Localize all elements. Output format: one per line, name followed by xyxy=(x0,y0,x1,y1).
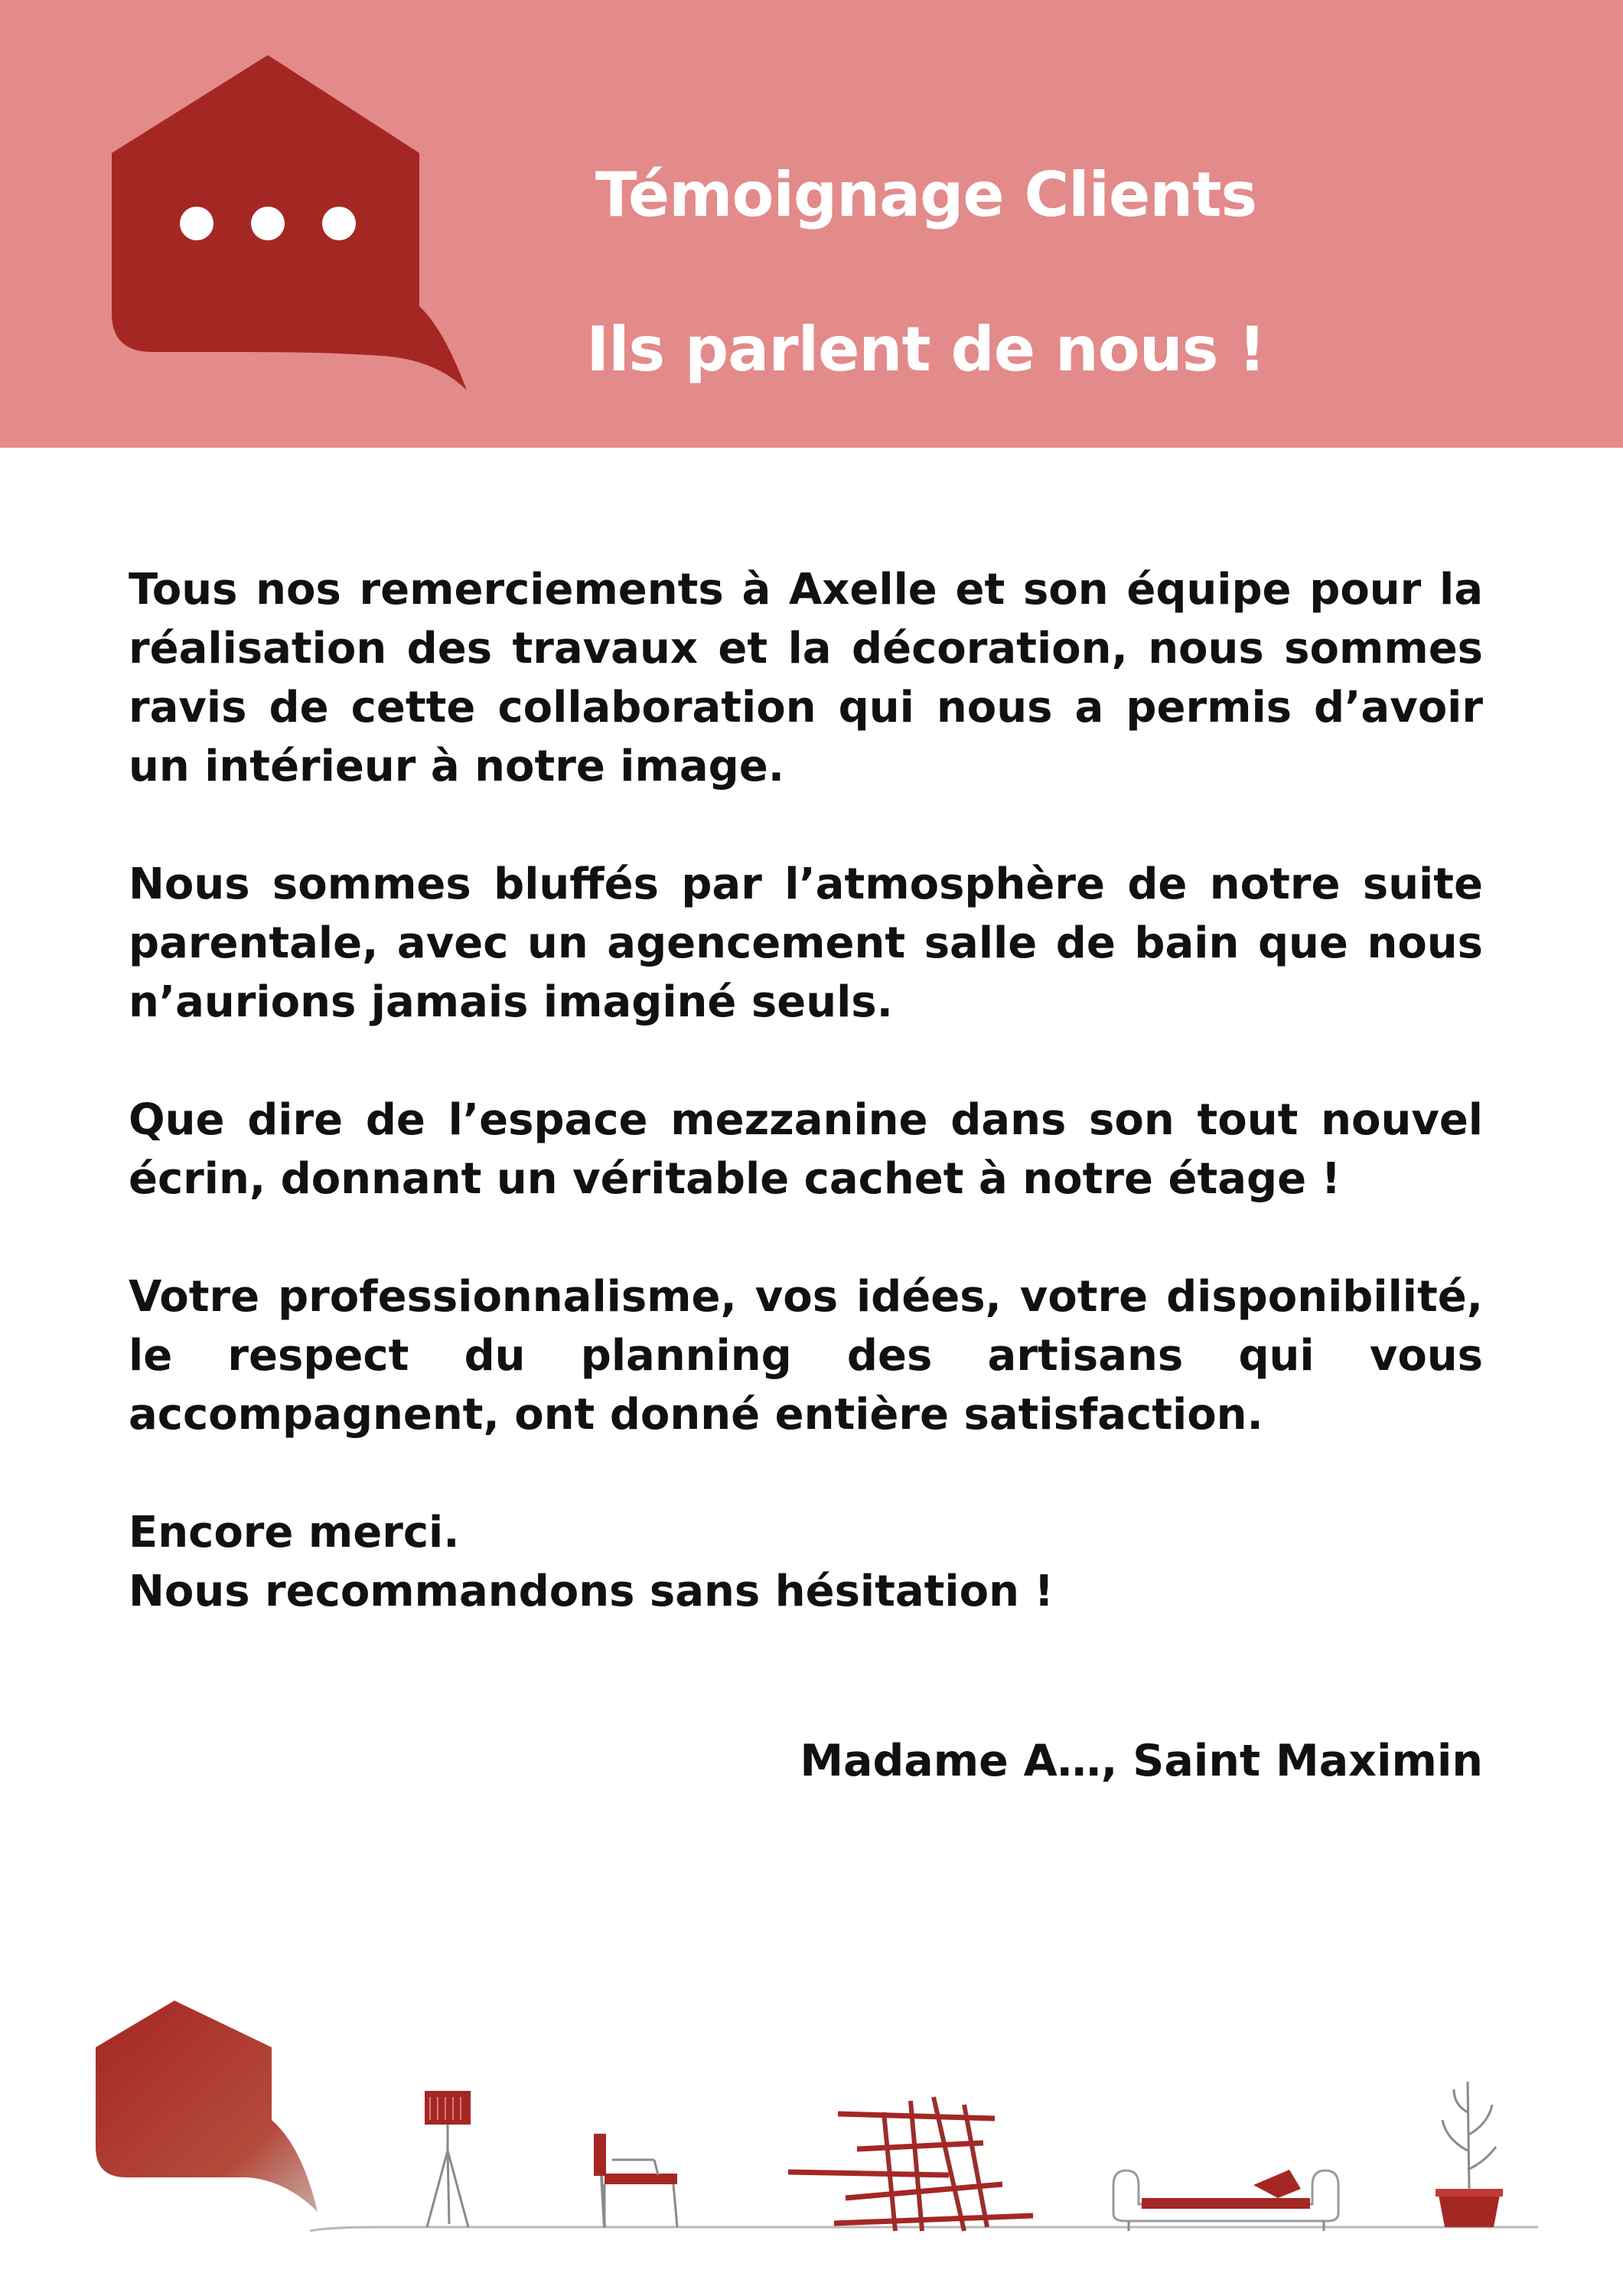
sofa-icon xyxy=(1113,2170,1338,2231)
armchair-icon xyxy=(594,2134,677,2227)
footer-illustration xyxy=(84,1998,1553,2250)
closing-line-1: Encore merci. xyxy=(129,1508,460,1557)
ladder-shelf-icon xyxy=(788,2097,1033,2231)
house-bubble-icon xyxy=(96,2001,318,2212)
potted-plant-icon xyxy=(1436,2082,1503,2227)
page-subtitle: Ils parlent de nous ! xyxy=(586,314,1266,385)
testimonial-paragraph-4: Votre professionnalisme, vos idées, votre disponibilité, le respect du planning des artisans qui vous accompagnent, ont donné entière satisfaction. xyxy=(129,1272,1483,1440)
testimonial-paragraph-3: Que dire de l’espace mezzanine dans son tout nouvel écrin, donnant un véritable cachet à notre étage ! xyxy=(129,1095,1483,1204)
testimonial-paragraph-2: Nous sommes bluffés par l’atmosphère de notre suite parentale, avec un agencement salle de bain que nous n’aurions jamais imaginé seuls. xyxy=(129,859,1483,1027)
floor-lamp-icon xyxy=(425,2091,471,2227)
signature: Madame A…, Saint Maximin xyxy=(800,1736,1483,1786)
page-title: Témoignage Clients xyxy=(595,159,1257,230)
header-banner xyxy=(0,0,1623,448)
testimonial-paragraph-1: Tous nos remerciements à Axelle et son équipe pour la réalisation des travaux et la décoration, nous sommes ravis de cette collaboration qui nous a permis d’avoir un intérieur à notre image. xyxy=(129,565,1483,791)
closing-block xyxy=(129,1503,1483,1621)
testimonial-body xyxy=(129,560,1483,1680)
closing-line-2: Nous recommandons sans hésitation ! xyxy=(129,1567,1054,1616)
speech-bubble-house-icon xyxy=(107,54,474,390)
